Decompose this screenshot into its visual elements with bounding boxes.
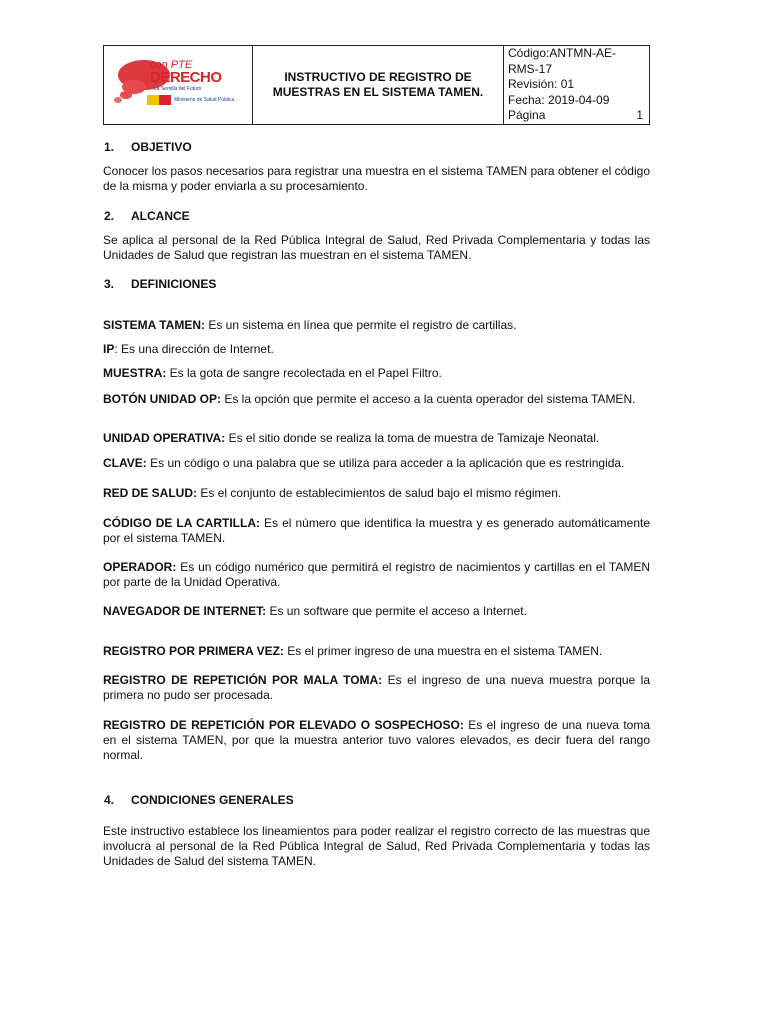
definition-text: Es el primer ingreso de una muestra en el sistema TAMEN. xyxy=(283,644,603,658)
definition-text: Es un sistema en línea que permite el registro de cartillas. xyxy=(205,318,517,332)
definition-term: UNIDAD OPERATIVA: xyxy=(103,431,226,445)
doc-code-line-1: Código:ANTMN-AE- xyxy=(508,46,617,60)
section-heading-definiciones xyxy=(104,277,216,291)
section-number: 4. xyxy=(104,793,115,807)
definition-text: Es el número que identifica la muestra y es generado automáticamente por el sistema TAMEN. xyxy=(103,516,650,545)
definition-term: REGISTRO DE REPETICIÓN POR MALA TOMA: xyxy=(103,673,383,687)
section-body-alcance: Se aplica al personal de la Red Pública Integral de Salud, Red Privada Complementaria y todas las Unidades de Salud que registran las muestran en el sistema TAMEN. xyxy=(103,233,650,262)
section-title: DEFINICIONES xyxy=(131,277,217,291)
definition-text: Es un software que permite el acceso a Internet. xyxy=(266,604,527,618)
doc-code-line-2: RMS-17 xyxy=(508,61,553,76)
definition-sistema-tamen xyxy=(103,318,650,333)
definition-term: MUESTRA: xyxy=(103,366,167,380)
definition-term: OPERADOR: xyxy=(103,560,177,574)
definition-operador xyxy=(103,560,650,590)
section-title: OBJETIVO xyxy=(131,140,192,154)
document-title xyxy=(253,46,504,125)
definition-codigo-cartilla xyxy=(103,516,650,546)
definition-ip xyxy=(103,342,650,357)
definition-term: RED DE SALUD: xyxy=(103,486,198,500)
definition-text: Es un código o una palabra que se utiliza para acceder a la aplicación que es restringida. xyxy=(146,456,625,470)
definition-red-de-salud xyxy=(103,486,650,501)
definition-text: : Es una dirección de Internet. xyxy=(114,342,274,356)
definition-muestra xyxy=(103,366,650,381)
document-header xyxy=(103,45,650,125)
page-number: 1 xyxy=(636,108,643,122)
logo xyxy=(104,47,252,122)
doc-page xyxy=(508,108,649,124)
definition-text: Es un código numérico que permitirá el registro de nacimientos y cartillas en el TAMEN por parte de la Unidad Operativa. xyxy=(103,560,650,589)
definition-text: Es el conjunto de establecimientos de salud bajo el mismo régimen. xyxy=(197,486,562,500)
definition-navegador xyxy=(103,604,650,619)
definition-boton-unidad-op xyxy=(103,392,650,407)
definition-text: Es la gota de sangre recolectada en el Papel Filtro. xyxy=(166,366,442,380)
page-label: Página xyxy=(508,108,546,122)
section-heading-condiciones-generales xyxy=(104,793,294,807)
definition-term: CLAVE: xyxy=(103,456,147,470)
definition-text: Es la opción que permite el acceso a la cuenta operador del sistema TAMEN. xyxy=(221,392,636,406)
logo-tagline: La Semilla del Futuro xyxy=(154,86,202,93)
definition-registro-elevado xyxy=(103,718,650,763)
definition-term: SISTEMA TAMEN: xyxy=(103,318,205,332)
definition-term: REGISTRO POR PRIMERA VEZ: xyxy=(103,644,284,658)
definition-term: NAVEGADOR DE INTERNET: xyxy=(103,604,267,618)
logo-text-top: con PTE xyxy=(150,59,193,72)
section-title: ALCANCE xyxy=(131,209,190,223)
section-title: CONDICIONES GENERALES xyxy=(131,793,294,807)
definition-term: CÓDIGO DE LA CARTILLA: xyxy=(103,516,260,530)
logo-cell xyxy=(104,46,253,125)
logo-ministry: Ministerio de Salud Pública xyxy=(174,97,235,104)
section-number: 3. xyxy=(104,277,115,291)
section-body-objetivo: Conocer los pasos necesarios para registrar una muestra en el sistema TAMEN para obtener el código de la misma y poder enviarla a su procesamiento. xyxy=(103,164,650,193)
definition-term: REGISTRO DE REPETICIÓN POR ELEVADO O SOSPECHOSO: xyxy=(103,718,464,732)
definition-text: Es el ingreso de una nueva toma en el sistema TAMEN, por que la muestra anterior tuvo valores elevados, es decir fuera del rango normal. xyxy=(103,718,650,762)
definition-registro-primera-vez xyxy=(103,644,650,659)
definition-unidad-operativa xyxy=(103,431,650,446)
title-line-1: INSTRUCTIVO DE REGISTRO DE xyxy=(284,69,472,84)
definition-clave xyxy=(103,456,650,471)
section-number: 2. xyxy=(104,209,115,223)
definition-text: Es el ingreso de una nueva muestra porque la primera no pudo ser procesada. xyxy=(103,673,650,702)
doc-revision: Revisión: 01 xyxy=(508,77,575,91)
section-body-condiciones-generales: Este instructivo establece los lineamientos para poder realizar el registro correcto de las muestras que involucra al personal de la Red Pública Integral de Salud, Red Privada Complementaria y todas las Unidades de Salud del sistema TAMEN. xyxy=(103,824,650,868)
section-number: 1. xyxy=(104,140,115,154)
definition-term: BOTÓN UNIDAD OP: xyxy=(103,392,221,406)
title-line-2: MUESTRAS EN EL SISTEMA TAMEN. xyxy=(272,84,484,99)
definition-term: IP xyxy=(103,342,115,356)
logo-text-main: DERECHO xyxy=(150,69,222,87)
definition-text: Es el sitio donde se realiza la toma de muestra de Tamizaje Neonatal. xyxy=(225,431,600,445)
document-meta xyxy=(504,46,650,125)
section-heading-objetivo xyxy=(104,140,192,154)
doc-date: Fecha: 2019-04-09 xyxy=(508,92,610,107)
section-heading-alcance xyxy=(104,209,190,223)
definition-registro-mala-toma xyxy=(103,673,650,703)
